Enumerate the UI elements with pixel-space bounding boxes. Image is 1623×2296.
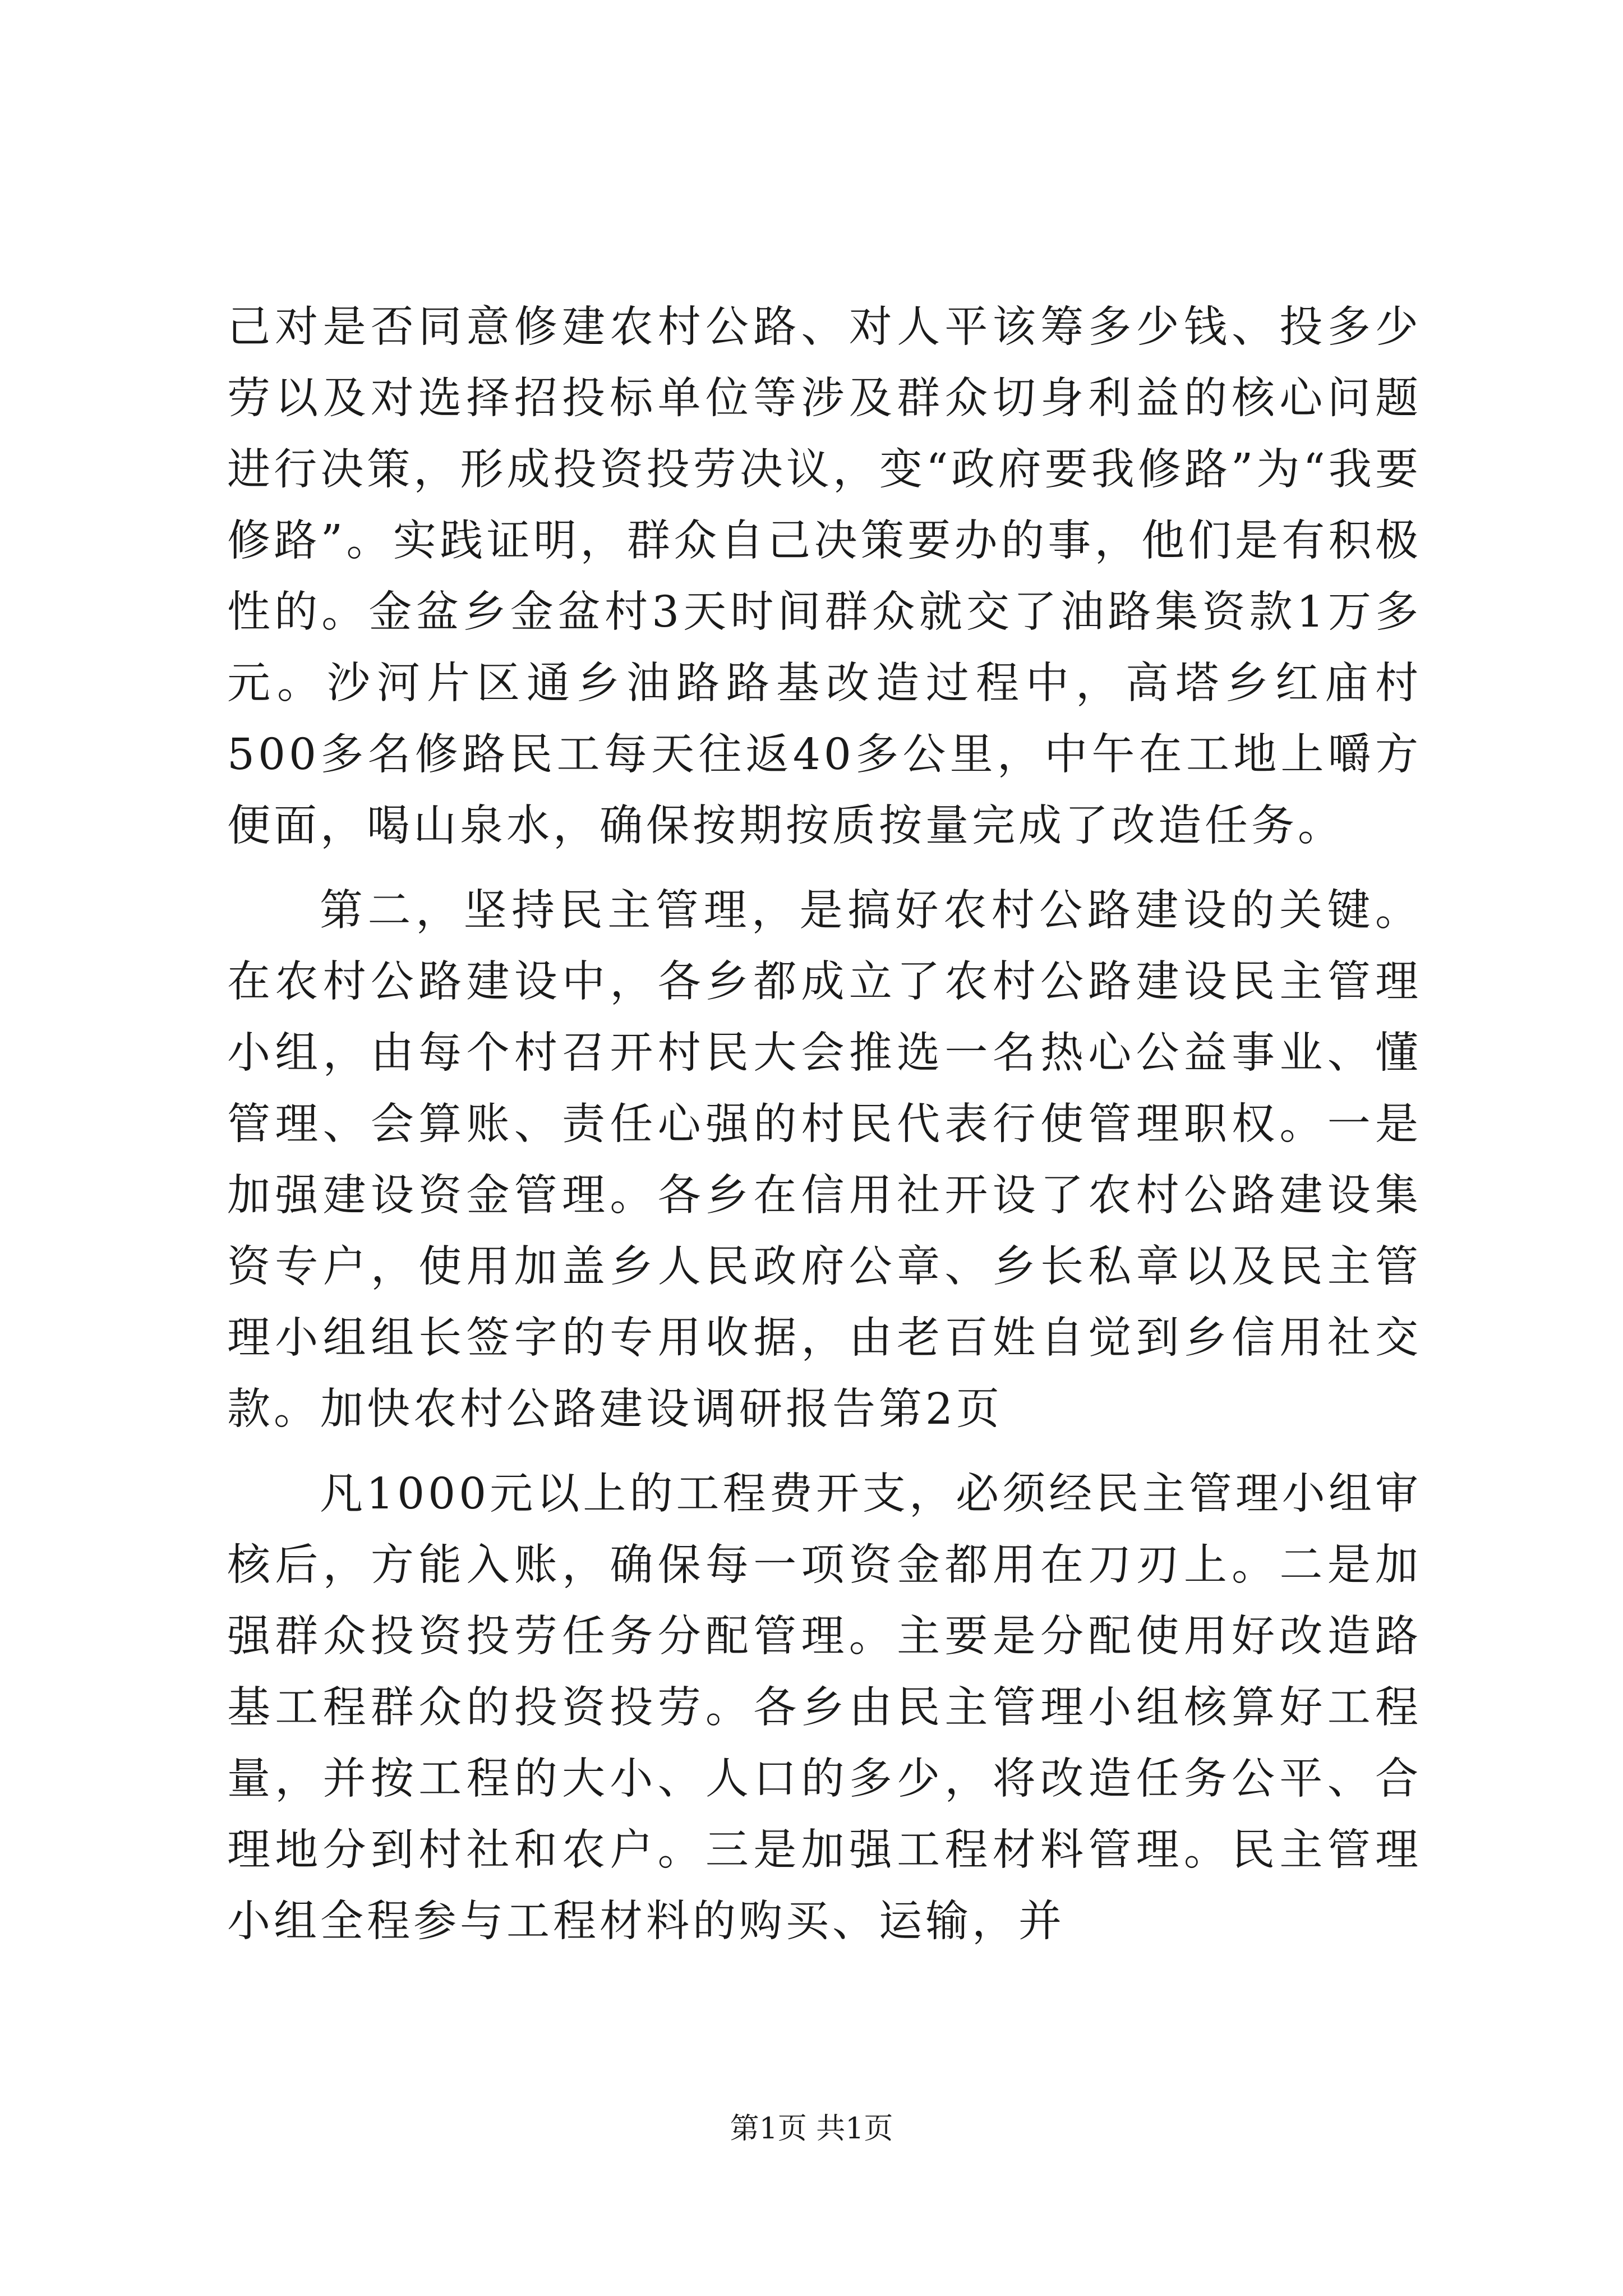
page-footer: 第1页 共1页 bbox=[730, 2112, 893, 2146]
paragraph-2: 第二，坚持民主管理，是搞好农村公路建设的关键。在农村公路建设中，各乡都成立了农村公路建设民主管理小组，由每个村召开村民大会推选一名热心公益事业、懂管理、会算账、责任心强的村民代表行使管理职权。一是加强建设资金管理。各乡在信用社开设了农村公路建设集资专户，使用加盖乡人民政府公章、乡长私章以及民主管理小组组长签字的专用收据，由老百姓自觉到乡信用社交款。加快农村公路建设调研报告第2页 bbox=[227, 886, 1422, 1434]
paragraph-1: 己对是否同意修建农村公路、对人平该筹多少钱、投多少劳以及对选择招投标单位等涉及群众切身利益的核心问题进行决策，形成投资投劳决议，变“政府要我修路”为“我要修路”。实践证明，群众自己决策要办的事，他们是有积极性的。金盆乡金盆村3天时间群众就交了油路集资款1万多元。沙河片区通乡油路路基改造过程中，高塔乡红庙村500多名修路民工每天往返40多公里，中午在工地上嚼方便面，喝山泉水，确保按期按质按量完成了改造任务。 bbox=[227, 302, 1422, 851]
document-body bbox=[227, 292, 1422, 1957]
paragraph-3: 凡1000元以上的工程费开支，必须经民主管理小组审核后，方能入账，确保每一项资金都用在刀刃上。二是加强群众投资投劳任务分配管理。主要是分配使用好改造路基工程群众的投资投劳。各乡由民主管理小组核算好工程量，并按工程的大小、人口的多少，将改造任务公平、合理地分到村社和农户。三是加强工程材料管理。民主管理小组全程参与工程材料的购买、运输，并 bbox=[227, 1469, 1422, 1947]
